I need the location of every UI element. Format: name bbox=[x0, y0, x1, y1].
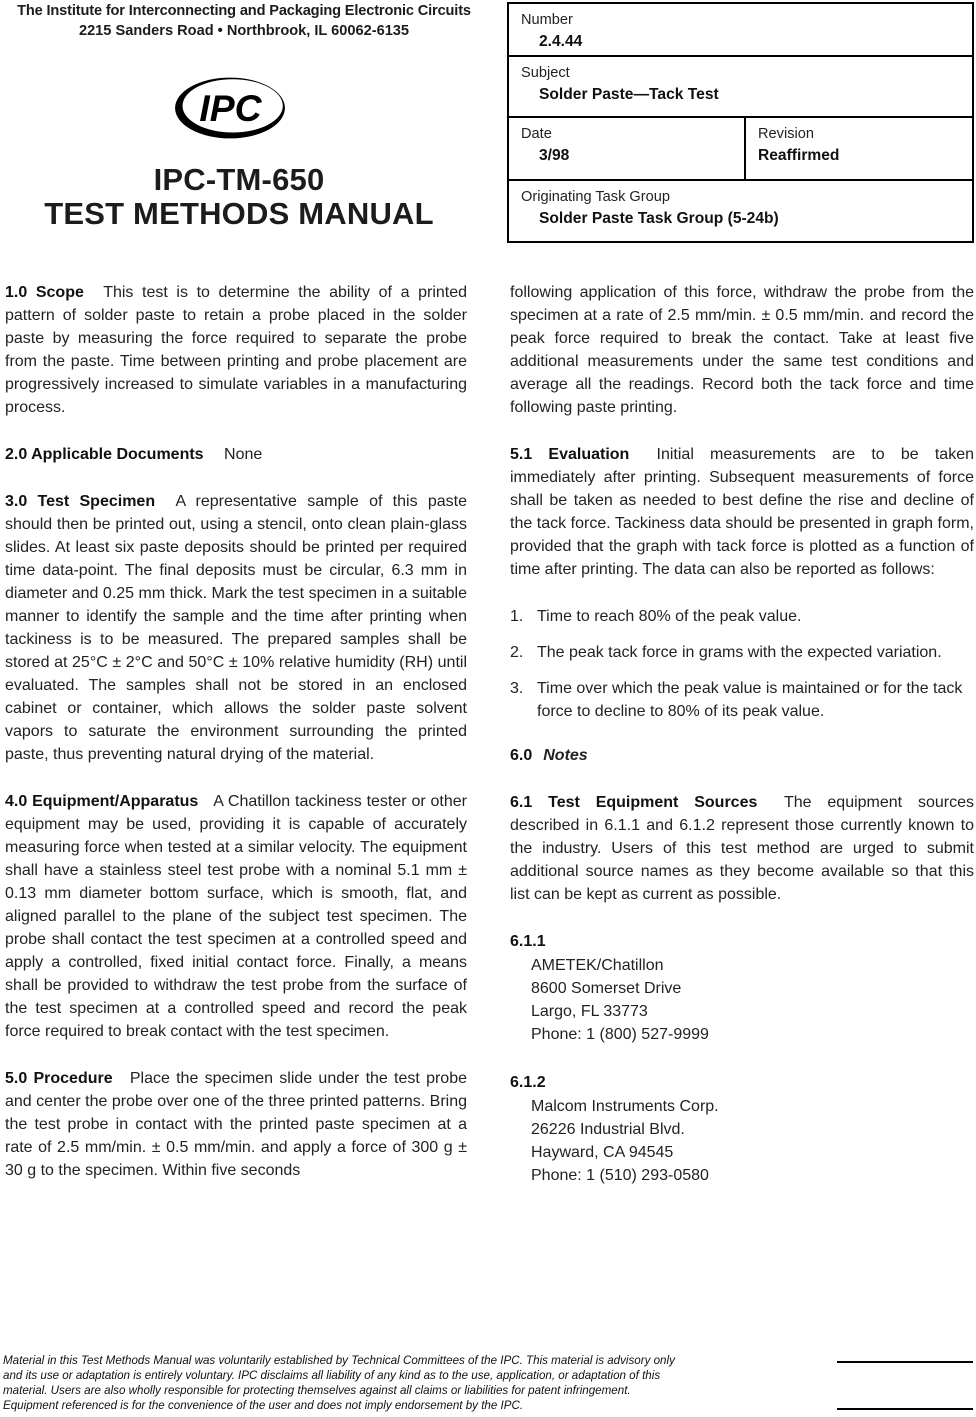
section-evaluation-body: Initial measurements are to be taken immediately after printing. Subsequent measurements of force shall be taken as needed to best define the rise and decline of the tack force. Tackiness data should be presented in graph form, provided that the graph with tack force is plotted as a function of time after printing. The data can also be reported as follows: bbox=[510, 446, 974, 578]
section-evaluation bbox=[510, 443, 974, 581]
address-line: Phone: 1 (800) 527-9999 bbox=[531, 1026, 709, 1043]
date-cell bbox=[509, 118, 746, 179]
list-item-text: Time to reach 80% of the peak value. bbox=[537, 608, 802, 625]
section-applicable-documents-body: None bbox=[224, 446, 263, 463]
list-item-number: 2. bbox=[510, 644, 524, 661]
section-scope bbox=[5, 281, 467, 419]
institute-name: The Institute for Interconnecting and Packaging Electronic Circuits bbox=[17, 3, 471, 19]
institute-address: 2215 Sanders Road • Northbrook, IL 60062-6135 bbox=[78, 23, 410, 39]
section-equipment-apparatus bbox=[5, 790, 467, 1043]
right-column bbox=[510, 281, 974, 1212]
address-line: Hayward, CA 94545 bbox=[531, 1144, 674, 1161]
address-line: Largo, FL 33773 bbox=[531, 1003, 648, 1020]
footer-rule-top bbox=[837, 1361, 973, 1363]
info-row-task-group bbox=[509, 181, 972, 239]
footer-line: material. Users are also wholly responsible for protecting themselves against all claims or liabilities for patent infringement. bbox=[3, 1384, 631, 1397]
list-item bbox=[510, 605, 974, 628]
list-item-number: 1. bbox=[510, 608, 524, 625]
footer-line: Equipment referenced is for the convenience of the user and does not imply endorsement by the IPC. bbox=[3, 1399, 524, 1412]
ipc-logo-icon bbox=[174, 76, 286, 140]
info-row-date-revision bbox=[509, 118, 972, 181]
footer-line: and its use or adaptation is entirely voluntary. IPC disclaims all liability of any kind as to the use, application, or adaptation of this bbox=[3, 1369, 661, 1382]
section-equipment-apparatus-heading: 4.0 Equipment/Apparatus bbox=[5, 793, 199, 810]
date-label: Date bbox=[521, 126, 552, 142]
revision-label: Revision bbox=[758, 126, 814, 142]
equipment-source-1-address bbox=[531, 954, 974, 1046]
subject-label: Subject bbox=[521, 65, 570, 81]
task-group-label: Originating Task Group bbox=[521, 189, 670, 205]
section-equipment-sources-heading: 6.1 Test Equipment Sources bbox=[510, 794, 758, 811]
section-procedure-body: Place the specimen slide under the test probe and center the probe over one of the three printed patterns. Bring the test probe in contact with the printed paste specimen at a rate of 2.5 mm/min. ± 0.5 mm/min. and apply a force of 300 g ± 30 g to the specimen. Within five seconds bbox=[5, 1070, 468, 1179]
list-item-text: The peak tack force in grams with the expected variation. bbox=[537, 644, 942, 661]
info-row-number bbox=[509, 4, 972, 57]
section-test-specimen-body: A representative sample of this paste should then be printed out, using a stencil, onto clean plain-glass slides. At least six paste deposits should be printed per required time data-point. The final deposits must be circular, 6.3 mm in diameter and 0.25 mm thick. Mark the test specimen in a suitable manner to identify the sample and the time after printing when tackiness is to be measured. The prepared samples shall be stored at 25°C ± 2°C and 50°C ± 10% relative humidity (RH) until evaluated. The samples shall not be stored in an enclosed cabinet or container, which allows the solder paste solvent vapors to saturate the environment surrounding the printed paste, thus preventing natural drying of the material. bbox=[5, 493, 467, 763]
footer-line: Material in this Test Methods Manual was voluntarily established by Technical Committees of the IPC. This material is advisory only bbox=[3, 1354, 675, 1367]
equipment-source-1 bbox=[510, 930, 974, 1046]
section-notes-number: 6.0 bbox=[510, 747, 533, 764]
equipment-source-2-address bbox=[531, 1095, 974, 1187]
task-group-value: Solder Paste Task Group (5-24b) bbox=[539, 210, 779, 227]
ipc-logo-text: IPC bbox=[199, 86, 262, 129]
section-notes-title: Notes bbox=[543, 747, 588, 764]
list-item bbox=[510, 677, 974, 723]
procedure-continuation: following application of this force, withdraw the probe from the specimen at a rate of 2.5 mm/min. ± 0.5 mm/min. and record the peak force required to break the contact. Take at least five additional measurements under the same test conditions and average all the readings. Record both the tack force and time following paste printing. bbox=[510, 284, 974, 416]
title-line-1: IPC-TM-650 bbox=[153, 162, 325, 197]
section-scope-heading: 1.0 Scope bbox=[5, 284, 84, 301]
equipment-source-1-heading: 6.1.1 bbox=[510, 933, 546, 950]
section-scope-body: This test is to determine the ability of a printed pattern of solder paste to retain a probe placed in the solder paste by measuring the force required to separate the probe from the paste. Time between printing and probe placement are progressively increased to simulate variables in a manufacturing process. bbox=[5, 284, 468, 416]
revision-cell bbox=[746, 118, 972, 179]
section-applicable-documents-heading: 2.0 Applicable Documents bbox=[5, 446, 204, 463]
section-equipment-sources bbox=[510, 791, 974, 906]
list-item-text: Time over which the peak value is maintained or for the tack force to decline to 80% of its peak value. bbox=[537, 680, 963, 720]
address-line: Phone: 1 (510) 293-0580 bbox=[531, 1167, 709, 1184]
section-test-specimen-heading: 3.0 Test Specimen bbox=[5, 493, 156, 510]
left-column bbox=[5, 281, 467, 1206]
document-info-table bbox=[507, 2, 974, 243]
section-evaluation-heading: 5.1 Evaluation bbox=[510, 446, 630, 463]
number-label: Number bbox=[521, 12, 573, 28]
institute-header bbox=[0, 3, 488, 39]
section-equipment-apparatus-body: A Chatillon tackiness tester or other equipment may be used, providing it is capable of accurately measuring force when tested at a similar velocity. The equipment shall have a stainless steel test probe with a nominal 5.1 mm ± 0.13 mm diameter bottom surface, which is smooth, flat, and aligned parallel to the plane of the subject test specimen. The probe shall contact the test specimen at a controlled speed and apply a controlled, fixed initial contact force. Finally, a means shall be provided to withdraw the test probe from the surface of the test specimen at a controlled speed and record the peak force required to break contact with the test specimen. bbox=[5, 793, 467, 1040]
address-line: 8600 Somerset Drive bbox=[531, 980, 682, 997]
list-item-number: 3. bbox=[510, 680, 524, 697]
address-line: 26226 Industrial Blvd. bbox=[531, 1121, 685, 1138]
section-applicable-documents bbox=[5, 443, 467, 466]
date-value: 3/98 bbox=[539, 147, 570, 164]
report-list bbox=[510, 605, 974, 723]
equipment-source-2 bbox=[510, 1071, 974, 1187]
footer-disclaimer bbox=[3, 1353, 713, 1413]
section-procedure bbox=[5, 1067, 467, 1182]
footer-rule-bottom bbox=[837, 1408, 973, 1410]
address-line: Malcom Instruments Corp. bbox=[531, 1098, 719, 1115]
equipment-source-2-heading: 6.1.2 bbox=[510, 1074, 546, 1091]
info-row-subject bbox=[509, 57, 972, 118]
section-test-specimen bbox=[5, 490, 467, 766]
address-line: AMETEK/Chatillon bbox=[531, 957, 664, 974]
section-procedure-heading: 5.0 Procedure bbox=[5, 1070, 113, 1087]
section-equipment-sources-body: The equipment sources described in 6.1.1 and 6.1.2 represent those currently known to the industry. Users of this test method are urged to submit additional source names as they become available so that this list can be kept as current as possible. bbox=[510, 794, 975, 903]
section-notes bbox=[510, 744, 974, 767]
revision-value: Reaffirmed bbox=[758, 147, 840, 164]
list-item bbox=[510, 641, 974, 664]
number-value: 2.4.44 bbox=[539, 33, 583, 50]
subject-value: Solder Paste—Tack Test bbox=[539, 86, 719, 103]
document-title bbox=[0, 163, 478, 231]
title-line-2: TEST METHODS MANUAL bbox=[44, 196, 434, 231]
